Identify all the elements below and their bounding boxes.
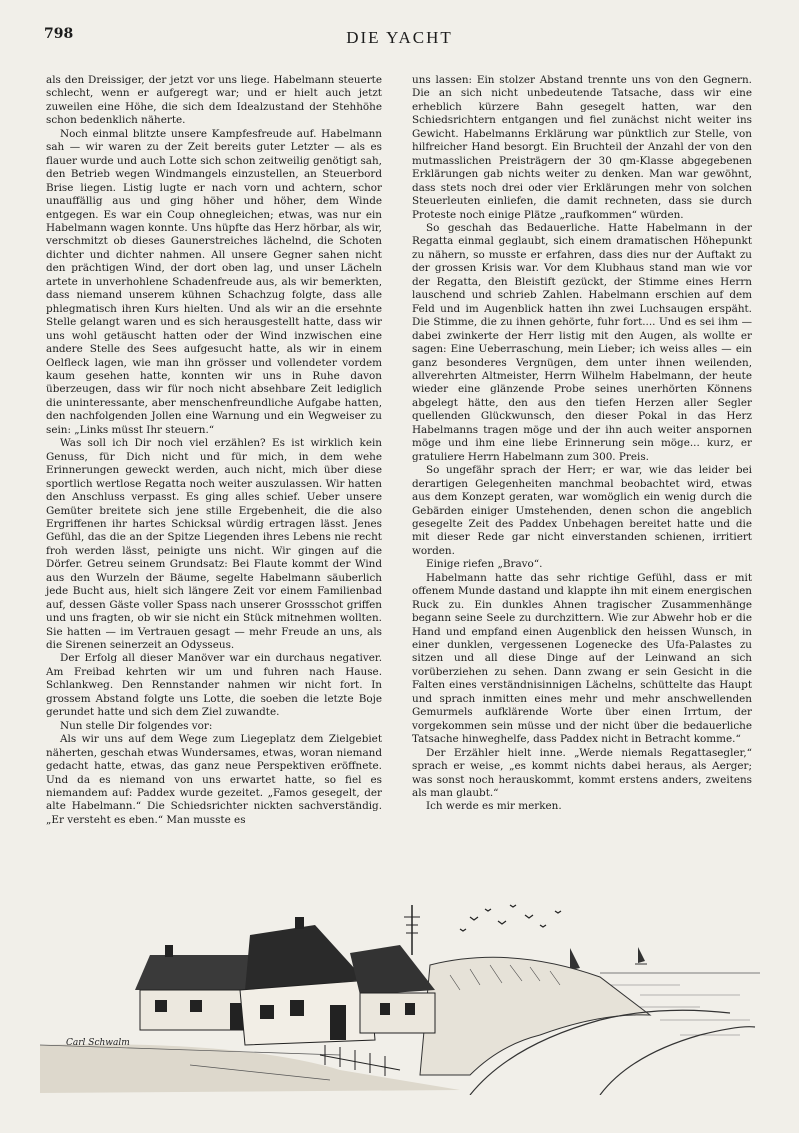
paragraph: Der Erzähler hielt inne. „Werde niemals Regattasegler,“ sprach er weise, „es kommt nichts dabei heraus, als Aerger; was sonst noch herauskommt, kommt erstens anders, zweitens als man glaubt.“	[412, 746, 752, 800]
page-header	[0, 0, 799, 60]
paragraph: Der Erfolg all dieser Manöver war ein durchaus negativer. Am Freibad kehrten wir um und fuhren nach Hause. Schlankweg. Den Rennstander nahmen wir nicht fort. In grossem Abstand folgte uns Lotte, die soeben die letzte Boje gerundet hatte und sich dem Ziel zuwandte.	[46, 652, 382, 719]
paragraph: Was soll ich Dir noch viel erzählen? Es ist wirklich kein Genuss, für Dich nicht und für mich, in dem wehe Erinnerungen geweckt werden, auch nicht, mich über diese sportlich wertlose Regatta noch weiter auszulassen. Wir hatten den Anschluss verpasst. Es ging alles schief. Ueber unsere Gemüter breitete sich jene stille Ergebenheit, die die also Ergriffenen ihr hartes Schicksal würdig ertragen lässt. Jenes Gefühl, das die an der Spitze Liegenden ihres Lebens nie recht froh werden lässt, peinigte uns nicht. Wir gingen auf die Dörfer. Getreu seinem Grundsatz: Bei Flaute kommt der Wind aus den Wurzeln der Bäume, segelte Habelmann säuberlich jede Bucht aus, hielt sich längere Zeit vor einem Familienbad auf, dessen Gäste voller Spass nach unserer Grossschot griffen und uns fragten, ob wir sie nicht ein Stück mitnehmen wollten. Sie hatten — im Vertrauen gesagt — mehr Freude an uns, als die Sirenen seinerzeit an Odysseus.	[46, 437, 382, 652]
thatched-house-right	[350, 945, 435, 1033]
paragraph: So geschah das Bedauerliche. Hatte Habelmann in der Regatta einmal geglaubt, sich einem dramatischen Höhepunkt zu nähern, so musste er erfahren, dass dies nur der Auftakt zu der grossen Krisis war. Vor dem Klubhaus stand man wie vor der Regatta, den Bleistift gezückt, der Stimme eines Herrn lauschend und schrieb Zahlen. Habelmann erschien auf dem Feld und im Augenblick hatten ihn zwei Luchsaugen erspäht. Die Stimme, die zu ihnen gehörte, fuhr fort.... Und es sei ihm — dabei zwinkerte der Herr listig mit den Augen, als wollte er sagen: Eine Ueberraschung, mein Lieber; ich weiss alles — ein ganz besonderes Vergnügen, dem unter ihnen weilenden, allverehrten Altmeister, Herrn Wilhelm Habelmann, der heute wieder eine glänzende Probe seines unerhörten Könnens abgelegt hätte, den aus den tiefen Herzen aller Segler quellenden Glückwunsch, den dieser Pokal in das Herz Habelmanns tragen möge und der ihn auch weiter anspornen möge und ihm eine liebe Erinnerung sein möge... kurz, er gratuliere Herrn Habelmann zum 300. Preis.	[412, 221, 752, 463]
paragraph: Habelmann hatte das sehr richtige Gefühl, dass er mit offenem Munde dastand und klappte ihn mit einem energischen Ruck zu. Ein dunkles Ahnen tragischer Zusammenhänge begann seine Seele zu durchzittern. Wie zur Abwehr hob er die Hand und empfand einen Augenblick den heissen Wunsch, in einer dunklen, vergessenen Logenecke des Ufa-Palastes zu sitzen und all diese Dinge auf der Leinwand an sich vorüberziehen zu sehen. Dann zwang er sein Gesicht in die Falten eines verständnisinnigen Lächelns, schüttelte das Haupt und sprach inmitten eines mehr und mehr anschwellenden Gemurmels aufklärende Worte über einen Irrtum, der vorgekommen sein müsse und der nicht über die bedauerliche Tatsache hinweghelfe, dass Paddex nicht in Betracht komme.“	[412, 571, 752, 746]
thatched-house-center	[240, 917, 375, 1045]
paragraph: als den Dreissiger, der jetzt vor uns liege. Habelmann steuerte schlecht, wenn er aufgeregt war; und er hielt auch jetzt zuweilen eine Höhe, die sich dem Idealzustand der Stehhöhe schon bedenklich näherte.	[46, 74, 382, 127]
birds-icon	[460, 905, 561, 931]
page-number: 798	[44, 26, 74, 42]
paragraph: So ungefähr sprach der Herr; er war, wie das leider bei derartigen Gelegenheiten manchmal beobachtet wird, etwas aus dem Konzept geraten, war womöglich ein wenig durch die Gebärden einiger Umstehenden, denen schon die angeblich gesegelte Zeit des Paddex Unbehagen bereitet hatte und die mit dieser Rede gar nicht einverstanden schienen, irritiert worden.	[412, 464, 752, 557]
text-column-left	[46, 74, 382, 827]
paragraph: Als wir uns auf dem Wege zum Liegeplatz dem Zielgebiet näherten, geschah etwas Wundersames, etwas, woran niemand gedacht hatte, etwas, das ganz neue Perspektiven eröffnete. Und da es niemand von uns erwartet hatte, so fiel es niemandem auf: Paddex wurde gezeitet. „Famos gesegelt, der alte Habelmann.“ Die Schiedsrichter nickten sachverständig. „Er versteht es eben.“ Man musste es	[46, 733, 382, 826]
sailboat-icon	[566, 947, 647, 971]
paragraph: Einige riefen „Bravo“.	[426, 558, 543, 571]
paragraph: Nun stelle Dir folgendes vor:	[60, 719, 213, 732]
journal-title: DIE YACHT	[346, 28, 453, 47]
artist-signature: Carl Schwalm	[66, 1038, 130, 1048]
ground	[40, 1044, 460, 1093]
paragraph: uns lassen: Ein stolzer Abstand trennte uns von den Gegnern. Die an sich nicht unbedeutende Tatsache, dass wir eine erheblich kürzere Bahn gesegelt hatten, war den Schiedsrichtern entgangen und fiel zunächst nicht weiter ins Gewicht. Habelmanns Erklärung war pünktlich zur Stelle, von hilfreicher Hand besorgt. Ein Bruchteil der Anzahl der von den mutmasslichen Preisträgern der 30 qm-Klasse abgegebenen Erklärungen gab nichts weiter zu denken. Man war gewöhnt, dass stets noch drei oder vier Erklärungen mehr von solchen Steuerleuten einliefen, die damit rechneten, dass sie durch Proteste noch einige Plätze „raufkommen“ würden.	[412, 74, 752, 221]
paragraph: Ich werde es mir merken.	[426, 800, 562, 813]
coastal-village-illustration	[40, 895, 760, 1095]
text-column-right	[412, 74, 752, 814]
paragraph: Noch einmal blitzte unsere Kampfesfreude auf. Habelmann sah — wir waren zu der Zeit bereits guter Letzter — als es flauer wurde und auch Lotte sich schon zeitweilig genötigt sah, den Betrieb wegen Windmangels einzustellen, an Steuerbord Brise liegen. Listig lugte er nach vorn und achtern, schor unauffällig aus und ging höher und höher, dem Winde entgegen. Es war ein Coup ohnegleichen; etwas, was nur ein Habelmann wagen konnte. Uns hüpfte das Herz hörbar, als wir, verschmitzt ob dieses Gaunerstreiches lächelnd, die Schoten dichter und dichter nahmen. All unsere Gegner sahen nicht den prächtigen Wind, der dort oben lag, und unser Lächeln artete in unverhohlene Schadenfreude aus, als wir bemerkten, dass niemand unserem kühnen Schachzug folgte, dass alle phlegmatisch ihren Kurs hielten. Und als wir an die ersehnte Stelle gelangt waren und es sich herausgestellt hatte, dass wir uns wohl getäuscht hatten oder der Wind inzwischen eine andere Stelle des Sees aufgesucht hatte, als wir in einem Oelfleck lagen, wie man ihn grösser und vollendeter vordem kaum gesehen hatte, konnten wir uns in Ruhe davon überzeugen, dass wir für noch nicht absehbare Zeit lediglich die uninteressante, aber menschenfreundliche Aufgabe hatten, den nachfolgenden Jollen eine Warnung und ein Wegweiser zu sein: „Links müsst Ihr steuern.“	[46, 127, 382, 436]
